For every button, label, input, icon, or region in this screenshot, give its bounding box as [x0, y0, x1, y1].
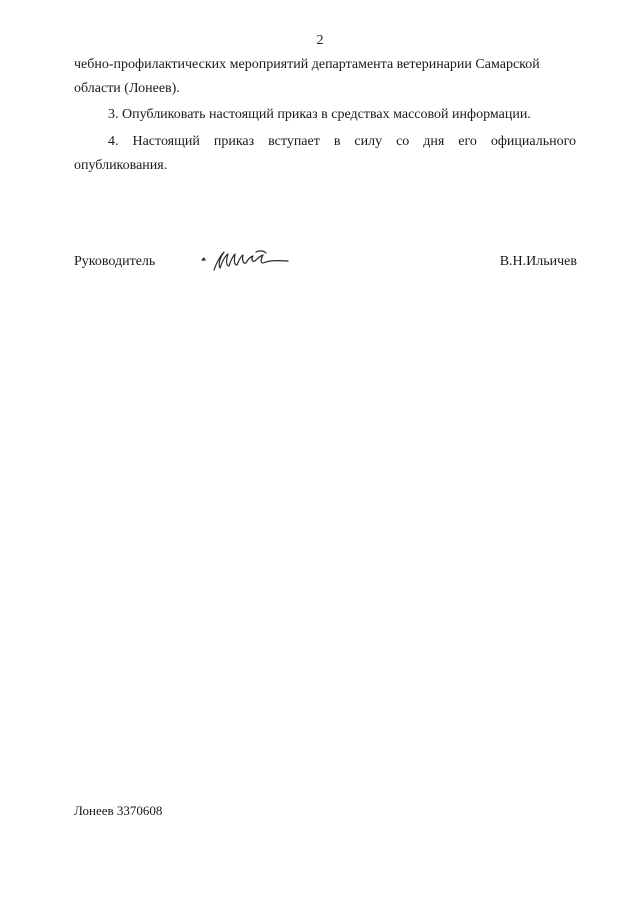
paragraph-item-4: 4. Настоящий приказ вступает в силу со дня его официального опубликования.: [74, 134, 576, 173]
handwritten-signature: [198, 246, 294, 276]
signatory-name: В.Н.Ильичев: [499, 254, 577, 269]
page-number: 2: [316, 33, 324, 48]
executor-note: Лонеев 3370608: [74, 803, 163, 818]
signatory-title: Руководитель: [74, 254, 156, 269]
signature-block: [74, 248, 577, 278]
paragraph-item-3: 3. Опубликовать настоящий приказ в средствах массовой информации.: [108, 107, 531, 122]
paragraph-continuation: чебно-профилактических мероприятий департамента ветеринарии Самарской области (Лонеев).: [74, 57, 540, 96]
